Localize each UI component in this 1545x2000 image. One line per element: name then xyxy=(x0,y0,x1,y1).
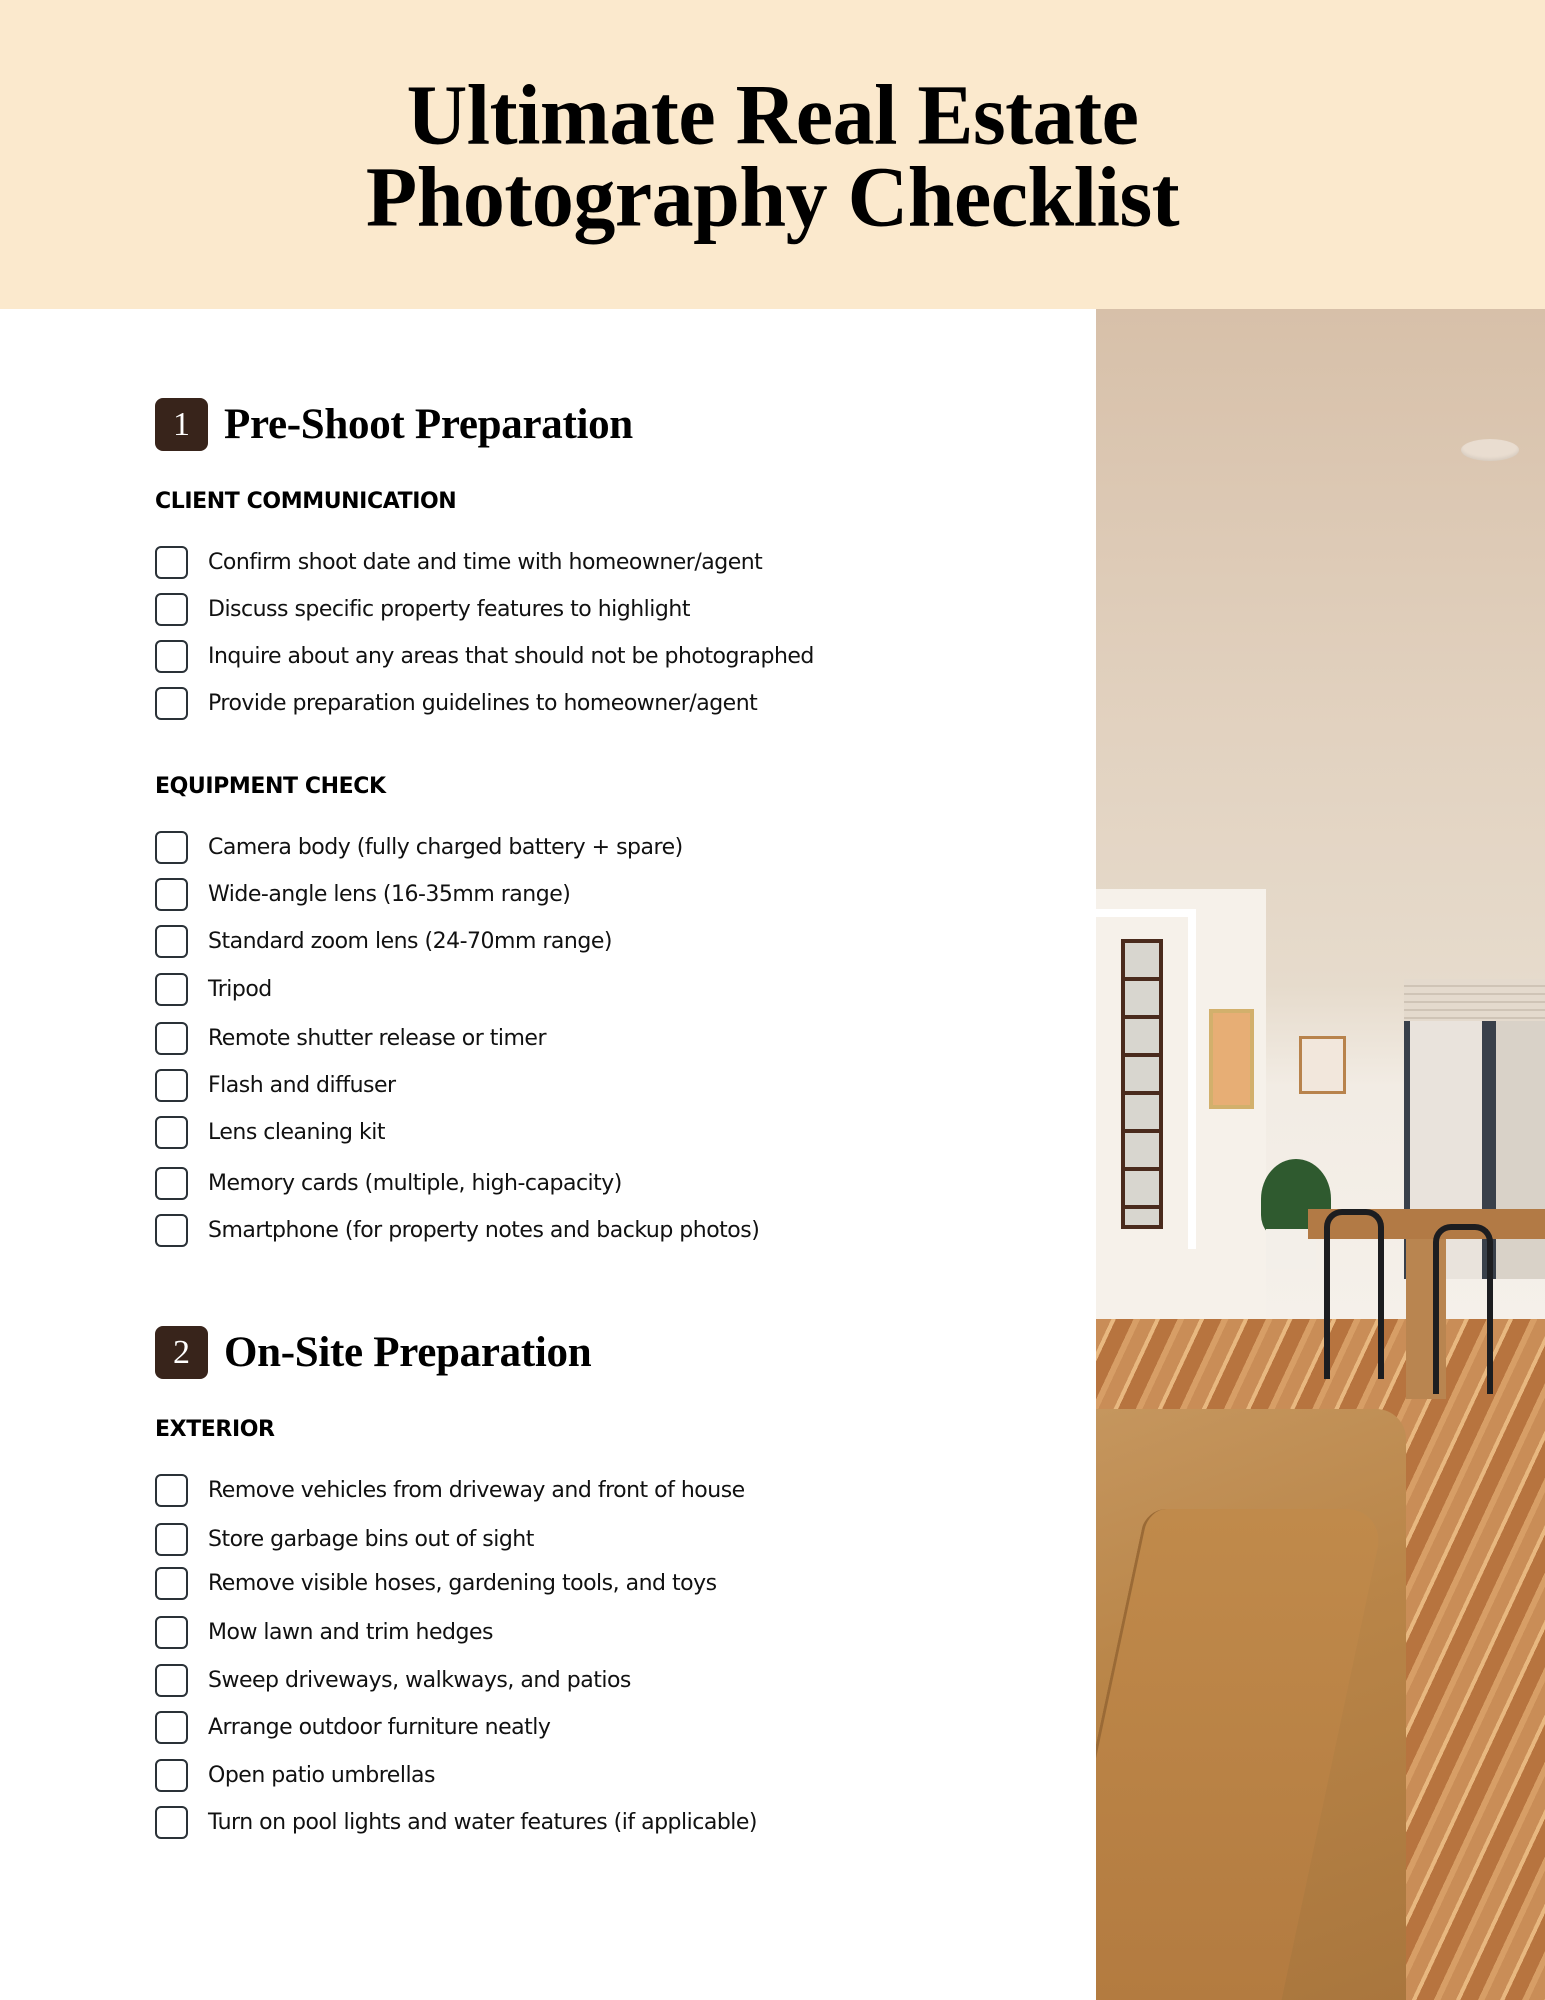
checkbox[interactable] xyxy=(155,1616,188,1649)
dining-chair xyxy=(1324,1209,1384,1379)
dining-chair xyxy=(1433,1224,1493,1394)
checklist-item[interactable] xyxy=(155,591,690,627)
checklist-item[interactable] xyxy=(155,638,814,674)
checklist-item[interactable] xyxy=(155,829,683,865)
checkbox[interactable] xyxy=(155,1711,188,1744)
section-number-badge: 2 xyxy=(155,1326,208,1379)
interior-photo xyxy=(1096,309,1545,2000)
checkbox[interactable] xyxy=(155,1806,188,1839)
checkbox[interactable] xyxy=(155,973,188,1006)
checklist-item-label: Turn on pool lights and water features (if applicable) xyxy=(208,1809,758,1835)
checklist-item-label: Discuss specific property features to highlight xyxy=(208,596,690,622)
checklist-item-label: Standard zoom lens (24-70mm range) xyxy=(208,928,612,954)
checklist-item[interactable] xyxy=(155,923,612,959)
checklist-item-label: Open patio umbrellas xyxy=(208,1762,435,1788)
checklist-item[interactable] xyxy=(155,1165,622,1201)
checkbox[interactable] xyxy=(155,1474,188,1507)
checklist-item[interactable] xyxy=(155,1020,546,1056)
checklist-item[interactable] xyxy=(155,1757,435,1793)
checklist-item[interactable] xyxy=(155,685,757,721)
checklist-item-label: Lens cleaning kit xyxy=(208,1119,385,1145)
checklist-item[interactable] xyxy=(155,544,762,580)
checklist-item-label: Smartphone (for property notes and backup photos) xyxy=(208,1217,760,1243)
section-2-heading xyxy=(155,1326,591,1379)
checkbox[interactable] xyxy=(155,593,188,626)
checkbox[interactable] xyxy=(155,1759,188,1792)
section-1-heading xyxy=(155,398,633,451)
checkbox[interactable] xyxy=(155,1567,188,1600)
checklist-item-label: Tripod xyxy=(208,976,272,1002)
checklist-item-label: Store garbage bins out of sight xyxy=(208,1526,534,1552)
roman-shade xyxy=(1404,979,1545,1021)
checklist-item[interactable] xyxy=(155,1565,717,1601)
framed-art xyxy=(1299,1036,1346,1094)
checklist-item[interactable] xyxy=(155,1614,493,1650)
title-banner xyxy=(0,0,1545,309)
checkbox[interactable] xyxy=(155,831,188,864)
checkbox[interactable] xyxy=(155,1523,188,1556)
subheading-exterior: EXTERIOR xyxy=(155,1417,275,1442)
checkbox[interactable] xyxy=(155,687,188,720)
checklist-item[interactable] xyxy=(155,1212,759,1248)
checklist-item[interactable] xyxy=(155,1114,385,1150)
checkbox[interactable] xyxy=(155,1214,188,1247)
checkbox[interactable] xyxy=(155,546,188,579)
checkbox[interactable] xyxy=(155,1116,188,1149)
section-title: On-Site Preparation xyxy=(224,1329,592,1376)
checklist-item[interactable] xyxy=(155,1662,631,1698)
checklist-item[interactable] xyxy=(155,1709,550,1745)
checklist-item[interactable] xyxy=(155,876,570,912)
checklist-item-label: Remove visible hoses, gardening tools, and toys xyxy=(208,1570,717,1596)
window xyxy=(1121,939,1163,1229)
checklist-item-label: Inquire about any areas that should not be photographed xyxy=(208,643,814,669)
checklist-item-label: Wide-angle lens (16-35mm range) xyxy=(208,881,571,907)
ceiling-light xyxy=(1461,439,1519,461)
subheading-equipment-check: EQUIPMENT CHECK xyxy=(155,774,386,799)
checklist-item[interactable] xyxy=(155,971,272,1007)
section-title: Pre-Shoot Preparation xyxy=(224,401,633,448)
framed-art xyxy=(1209,1009,1254,1109)
checklist-item[interactable] xyxy=(155,1472,745,1508)
page-title-line-1: Ultimate Real Estate xyxy=(406,67,1139,163)
checklist-item-label: Camera body (fully charged battery + spare) xyxy=(208,834,683,860)
page-title-line-2: Photography Checklist xyxy=(365,149,1180,245)
checklist-item-label: Arrange outdoor furniture neatly xyxy=(208,1714,551,1740)
checkbox[interactable] xyxy=(155,878,188,911)
checklist-item-label: Remote shutter release or timer xyxy=(208,1025,547,1051)
checklist-item[interactable] xyxy=(155,1521,534,1557)
checklist-item-label: Sweep driveways, walkways, and patios xyxy=(208,1667,631,1693)
checklist-item-label: Flash and diffuser xyxy=(208,1072,396,1098)
checklist-item-label: Confirm shoot date and time with homeowner/agent xyxy=(208,549,763,575)
checklist-item-label: Memory cards (multiple, high-capacity) xyxy=(208,1170,622,1196)
checkbox[interactable] xyxy=(155,640,188,673)
subheading-client-communication: CLIENT COMMUNICATION xyxy=(155,489,457,514)
page-title xyxy=(365,67,1180,245)
checklist-item[interactable] xyxy=(155,1804,757,1840)
checkbox[interactable] xyxy=(155,1664,188,1697)
checklist-item-label: Mow lawn and trim hedges xyxy=(208,1619,493,1645)
section-number-badge: 1 xyxy=(155,398,208,451)
checkbox[interactable] xyxy=(155,1167,188,1200)
checkbox[interactable] xyxy=(155,1069,188,1102)
checkbox[interactable] xyxy=(155,1022,188,1055)
checklist-item-label: Provide preparation guidelines to homeowner/agent xyxy=(208,690,758,716)
checklist-item-label: Remove vehicles from driveway and front of house xyxy=(208,1477,745,1503)
checkbox[interactable] xyxy=(155,925,188,958)
checklist-item[interactable] xyxy=(155,1067,396,1103)
